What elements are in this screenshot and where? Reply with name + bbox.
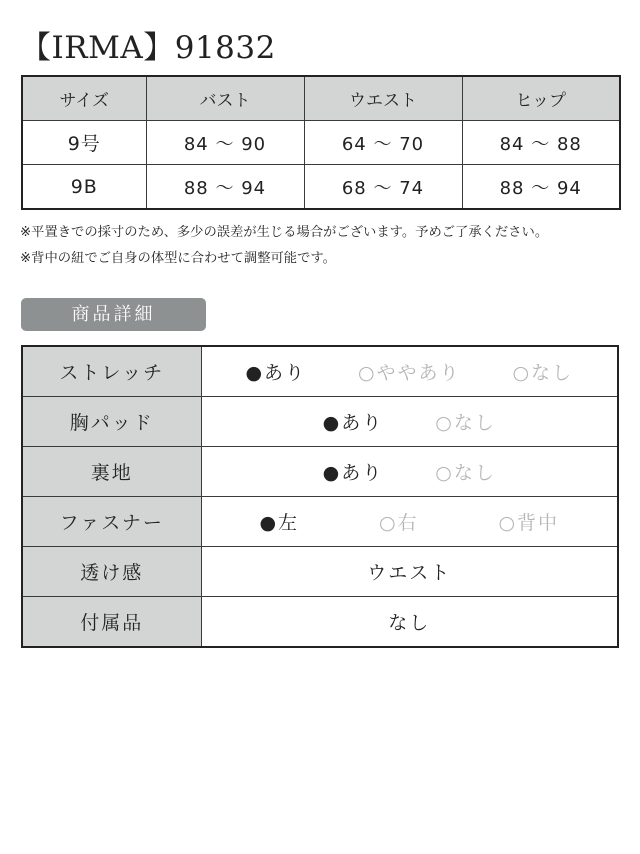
size-notes	[20, 220, 548, 272]
detail-value: ウエスト	[201, 547, 618, 597]
detail-row-sheer	[22, 547, 618, 597]
option-unselected: ○なし	[435, 412, 496, 434]
header-size: サイズ	[22, 76, 146, 121]
detail-options	[201, 397, 618, 447]
product-details-table	[21, 345, 619, 648]
option-unselected: ○なし	[435, 462, 496, 484]
option-unselected: ○右	[378, 512, 419, 534]
detail-options	[201, 346, 618, 397]
option-selected: ●あり	[322, 412, 384, 434]
detail-options	[201, 447, 618, 497]
size-table	[21, 75, 621, 210]
detail-row-accessories	[22, 597, 618, 648]
option-selected: ●あり	[245, 362, 307, 384]
hip-cell: 84 〜 88	[462, 121, 620, 165]
bust-cell: 84 〜 90	[146, 121, 304, 165]
section-title-product-details: 商品詳細	[21, 298, 206, 331]
detail-label: ファスナー	[22, 497, 201, 547]
table-row	[22, 121, 620, 165]
detail-label: 胸パッド	[22, 397, 201, 447]
size-cell: 9号	[22, 121, 146, 165]
detail-options	[201, 497, 618, 547]
size-cell: 9B	[22, 165, 146, 210]
detail-value: なし	[201, 597, 618, 648]
waist-cell: 64 〜 70	[304, 121, 462, 165]
option-selected: ●あり	[322, 462, 384, 484]
option-selected: ●左	[259, 512, 300, 534]
note-adjustable: ※背中の紐でご自身の体型に合わせて調整可能です。	[20, 251, 336, 266]
size-table-header-row	[22, 76, 620, 121]
waist-cell: 68 〜 74	[304, 165, 462, 210]
header-bust: バスト	[146, 76, 304, 121]
detail-label: ストレッチ	[22, 346, 201, 397]
option-unselected: ○背中	[498, 512, 560, 534]
detail-label: 透け感	[22, 547, 201, 597]
detail-label: 付属品	[22, 597, 201, 648]
header-hip: ヒップ	[462, 76, 620, 121]
option-unselected: ○ややあり	[357, 362, 461, 384]
hip-cell: 88 〜 94	[462, 165, 620, 210]
header-waist: ウエスト	[304, 76, 462, 121]
detail-row-pad	[22, 397, 618, 447]
table-row	[22, 165, 620, 210]
option-unselected: ○なし	[512, 362, 574, 384]
detail-row-fastener	[22, 497, 618, 547]
detail-row-stretch	[22, 346, 618, 397]
detail-label: 裏地	[22, 447, 201, 497]
detail-row-lining	[22, 447, 618, 497]
bust-cell: 88 〜 94	[146, 165, 304, 210]
product-title: 【IRMA】91832	[20, 30, 276, 66]
note-measurement: ※平置きでの採寸のため、多少の誤差が生じる場合がございます。予めご了承ください。	[20, 225, 549, 240]
